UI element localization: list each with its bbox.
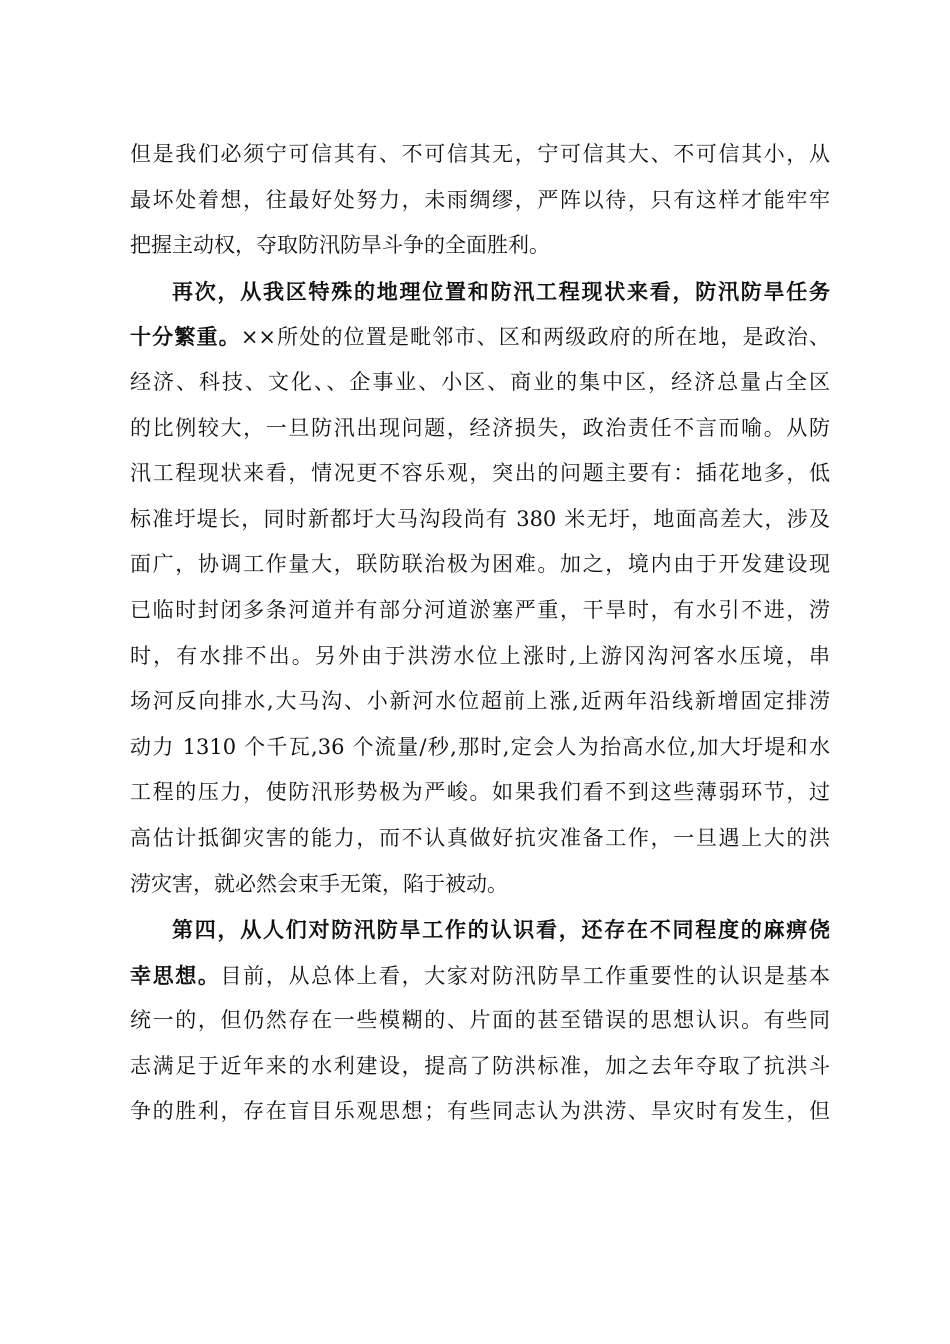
bold-heading-text: 十分繁重。 [130,324,241,350]
text-line [130,725,830,771]
body-text: 的比例较大，一旦防汛出现问题，经济损失，政治责任不言而喻。从防 [130,415,830,440]
text-line [130,953,830,999]
text-line [130,770,830,816]
text-line [130,588,830,634]
paragraph-first-line [130,907,830,953]
body-text: 涝灾害，就必然会束手无策，陷于被动。 [130,871,508,896]
body-text: 动力 1310 个千瓦,36 个流量/秒,那时,定会人为抬高水位,加大圩堤和水 [130,734,830,759]
body-text: 高估计抵御灾害的能力，而不认真做好抗灾准备工作，一旦遇上大的洪 [130,825,830,850]
body-text: 时，有水排不出。另外由于洪涝水位上涨时,上游冈沟河客水压境，串 [130,643,830,668]
body-text: ××所处的位置是毗邻市、区和两级政府的所在地，是政治、 [240,325,830,350]
bold-heading-text: 再次，从我区特殊的地理位置和防汛工程现状来看，防汛防旱任务 [172,278,830,304]
text-line [130,314,830,360]
text-line [130,816,830,862]
body-text: 最坏处着想，往最好处努力，未雨绸缪，严阵以待，只有这样才能牢牢 [130,187,830,212]
text-line [130,497,830,543]
text-line [130,132,830,178]
text-line [130,542,830,588]
text-line [130,679,830,725]
body-text: 争的胜利，存在盲目乐观思想；有些同志认为洪涝、旱灾时有发生，但 [130,1099,830,1124]
body-text: 已临时封闭多条河道并有部分河道淤塞严重，干旱时，有水引不进，涝 [130,597,830,622]
text-line [130,998,830,1044]
body-text: 目前，从总体上看，大家对防汛防旱工作重要性的认识是基本 [220,963,831,988]
body-text: 经济、科技、文化、、企事业、小区、商业的集中区，经济总量占全区 [130,369,830,394]
body-text: 汛工程现状来看，情况更不容乐观，突出的问题主要有：插花地多，低 [130,461,830,486]
text-line [130,862,830,908]
text-line [130,178,830,224]
text-line [130,406,830,452]
body-text: 但是我们必须宁可信其有、不可信其无，宁可信其大、不可信其小，从 [130,142,830,166]
document-body [130,132,830,1135]
text-line [130,451,830,497]
text-line [130,1044,830,1090]
body-text: 面广，协调工作量大，联防联治极为困难。加之，境内由于开发建设现 [130,552,830,577]
body-text: 志满足于近年来的水利建设，提高了防洪标准，加之去年夺取了抗洪斗 [130,1053,830,1078]
paragraph-first-line [130,269,830,315]
text-line [130,360,830,406]
bold-heading-text: 第四，从人们对防汛防旱工作的认识看，还存在不同程度的麻痹侥 [172,917,830,943]
bold-heading-text: 幸思想。 [130,962,221,988]
text-line [130,223,830,269]
text-line [130,1089,830,1135]
body-text: 场河反向排水,大马沟、小新河水位超前上涨,近两年沿线新增固定排涝 [130,689,830,714]
body-text: 统一的，但仍然存在一些模糊的、片面的甚至错误的思想认识。有些同 [130,1008,830,1033]
body-text: 工程的压力，使防汛形势极为严峻。如果我们看不到这些薄弱环节，过 [130,780,830,805]
body-text: 标准圩堤长，同时新都圩大马沟段尚有 380 米无圩，地面高差大，涉及 [130,506,830,531]
text-line [130,634,830,680]
body-text: 把握主动权，夺取防汛防旱斗争的全面胜利。 [130,233,550,258]
